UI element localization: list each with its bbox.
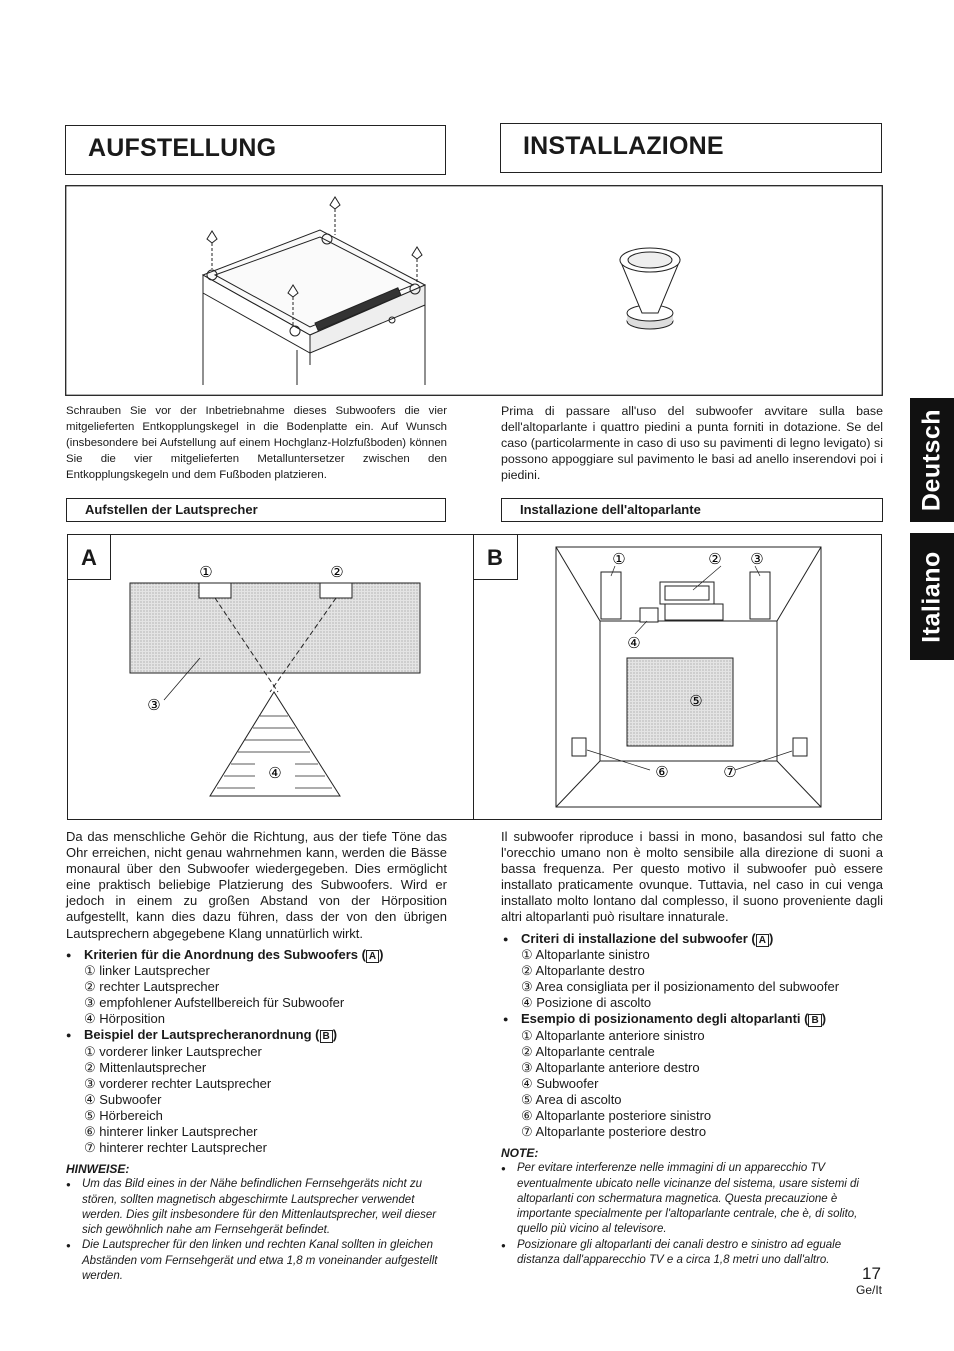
label-a-1: ① — [199, 564, 213, 581]
diagram-a — [110, 550, 470, 805]
list-item: ① linker Lautsprecher — [84, 963, 210, 979]
label-a-2: ② — [330, 564, 344, 581]
list-item: ③ vorderer rechter Lautsprecher — [84, 1075, 272, 1091]
ref-box-a: A — [366, 950, 379, 963]
diagram-b-letter-box — [473, 534, 518, 580]
page-number: 17 — [862, 1264, 881, 1283]
language-tab-de: Deutsch — [910, 398, 954, 522]
diagram-b-letter: B — [487, 545, 503, 570]
body-it: Il subwoofer riproduce i bassi in mono, basandosi sul fatto che l'orecchio umano non è molto sensibile alla direzione di suoni a bassa frequenza. Per questo motivo il subwoofer può essere installato praticamente ovunque. Tuttavia, nel caso in cui venga installato molto lontano dal complesso, il suono proveniente dagli altri altoparlanti può risultare innaturale. — [501, 829, 883, 925]
list-item: ⑤ Hörbereich — [84, 1107, 163, 1123]
note-item: ● Die Lautsprecher für den linken und rechten Kanal sollten in gleichen Abständen vom Fernsehgerät und etwa 1,8 m voneinander aufgestellt werden. — [66, 1238, 448, 1284]
list-item: ② Mittenlautsprecher — [84, 1059, 207, 1075]
label-b-5: ⑤ — [689, 693, 703, 710]
subhead-de: Aufstellen der Lautsprecher — [85, 502, 258, 517]
note-item: ● Posizionare gli altoparlanti dei canali destro e sinistro ad eguale distanza dall'apparecchio TV e a circa 1,8 metri uno dall'altro. — [501, 1238, 885, 1269]
list-item: ④ Posizione di ascolto — [521, 995, 652, 1011]
note-item: ● Um das Bild eines in der Nähe befindlichen Fernsehgeräts nicht zu stören, sollten magnetisch abgeschirmte Lautsprecher verwendet werden. Dies gilt insbesondere für den Mittenlautsprecher, weil dieser sich gewöhnlich nahe am Fernsehgerät befindet. — [66, 1177, 448, 1238]
list-item: ④ Subwoofer — [84, 1091, 162, 1107]
subhead-it: Installazione dell'altoparlante — [520, 502, 701, 517]
language-tab-it: Italiano — [910, 533, 954, 660]
cone-and-ring-base — [620, 248, 680, 329]
list-item: ⑥ hinterer linker Lautsprecher — [84, 1124, 258, 1140]
list-item: ⑥ Altoparlante posteriore sinistro — [521, 1108, 712, 1124]
list-item: ③ Altoparlante anteriore destro — [521, 1059, 700, 1075]
ref-box-b: B — [808, 1014, 821, 1027]
label-a-4: ④ — [268, 765, 282, 782]
label-b-2: ② — [708, 551, 722, 568]
ref-box-b: B — [320, 1030, 333, 1043]
intro-it: Prima di passare all'uso del subwoofer avvitare sulla base dell'altoparlante i quattro piedini a punta forniti in dotazione. Se del caso (particolarmente in caso di uso su pavimenti di legno levigato) si possono appoggiare sul pavimento le basi ad anello inserendovi poi i piedini. — [501, 404, 883, 482]
language-code: Ge/It — [856, 1283, 883, 1297]
notes-it — [501, 1146, 885, 1268]
label-a-3: ③ — [147, 697, 161, 714]
list-heading: ● Esempio di posizionamento degli altoparlanti ( B ) — [503, 1011, 883, 1027]
page-title-it: INSTALLAZIONE — [523, 132, 724, 160]
list-item: ① Altoparlante anteriore sinistro — [521, 1027, 705, 1043]
list-heading: ● Beispiel der Lautsprecheranordnung ( B ) — [66, 1027, 446, 1043]
subhead-box-de — [66, 498, 446, 522]
list-heading: ● Criteri di installazione del subwoofer ( A ) — [503, 931, 883, 947]
notes-heading: NOTE: — [501, 1146, 539, 1160]
label-b-7: ⑦ — [723, 764, 737, 781]
criteria-list-de — [66, 947, 446, 1156]
notes-heading: HINWEISE: — [66, 1162, 130, 1176]
diagram-a-letter: A — [81, 545, 97, 570]
list-item: ⑤ Area di ascolto — [521, 1091, 622, 1107]
label-b-1: ① — [612, 551, 626, 568]
subhead-box-it — [501, 498, 883, 522]
list-heading: ● Kriterien für die Anordnung des Subwoofers ( A ) — [66, 947, 446, 963]
list-item: ③ empfohlener Aufstellbereich für Subwoofer — [84, 995, 345, 1011]
list-item: ③ Area consigliata per il posizionamento del subwoofer — [521, 979, 840, 995]
intro-de: Schrauben Sie vor der Inbetriebnahme dieses Subwoofers die vier mitgelieferten Entkopplungskegel in die Bodenplatte ein. Auf Wunsch (insbesondere bei Aufstellung auf einem Hochglanz-Holzfußboden) können Sie die vier mitgelieferten Metalluntersetzer zwischen den Entkopplungskegeln und dem Fußboden platzieren. — [66, 405, 447, 481]
page-title-de: AUFSTELLUNG — [88, 134, 277, 162]
list-item: ① Altoparlante sinistro — [521, 947, 650, 963]
note-item: ● Per evitare interferenze nelle immagini di un apparecchio TV eventualmente ubicato nelle vicinanze del sistema, usare sistemi di altoparlanti con schermatura magnetica. Questa precauzione è importante specialmente per l'altoparlante centrale, che è, di solito, quello più vicino al televisore. — [501, 1161, 885, 1237]
notes-de — [66, 1162, 448, 1284]
list-item: ② Altoparlante destro — [521, 963, 645, 979]
body-de: Da das menschliche Gehör die Richtung, aus der tiefe Töne das Ohr erreichen, nicht genau wahrnehmen kann, werden die Bässe monaural über den Subwoofer wiedergegeben. Dies ermöglicht eine praktisch beliebige Platzierung des Subwoofers. Wird er jedoch in einem zu großen Abstand von der Hörposition aufgestellt, kann dies dazu führen, dass der von den übrigen Lautsprechern abgegebene Klang unnatürlich wirkt. — [66, 829, 447, 941]
list-item: ⑦ Altoparlante posteriore destro — [521, 1124, 707, 1140]
list-item: ① vorderer linker Lautsprecher — [84, 1043, 262, 1059]
diagram-a-letter-box — [67, 534, 111, 580]
list-item: ② rechter Lautsprecher — [84, 979, 220, 995]
label-b-6: ⑥ — [655, 764, 669, 781]
criteria-list-it — [503, 931, 883, 1140]
subwoofer-installation-illustration — [65, 185, 883, 396]
diagram-b — [555, 546, 825, 810]
ref-box-a: A — [756, 934, 769, 947]
list-item: ④ Subwoofer — [521, 1075, 599, 1091]
list-item: ⑦ hinterer rechter Lautsprecher — [84, 1140, 267, 1156]
title-box-de — [65, 125, 446, 175]
label-b-3: ③ — [750, 551, 764, 568]
title-box-it — [500, 123, 882, 173]
label-b-4: ④ — [627, 635, 641, 652]
list-item: ④ Hörposition — [84, 1011, 166, 1027]
subwoofer-bottom-view — [203, 230, 425, 385]
list-item: ② Altoparlante centrale — [521, 1043, 655, 1059]
